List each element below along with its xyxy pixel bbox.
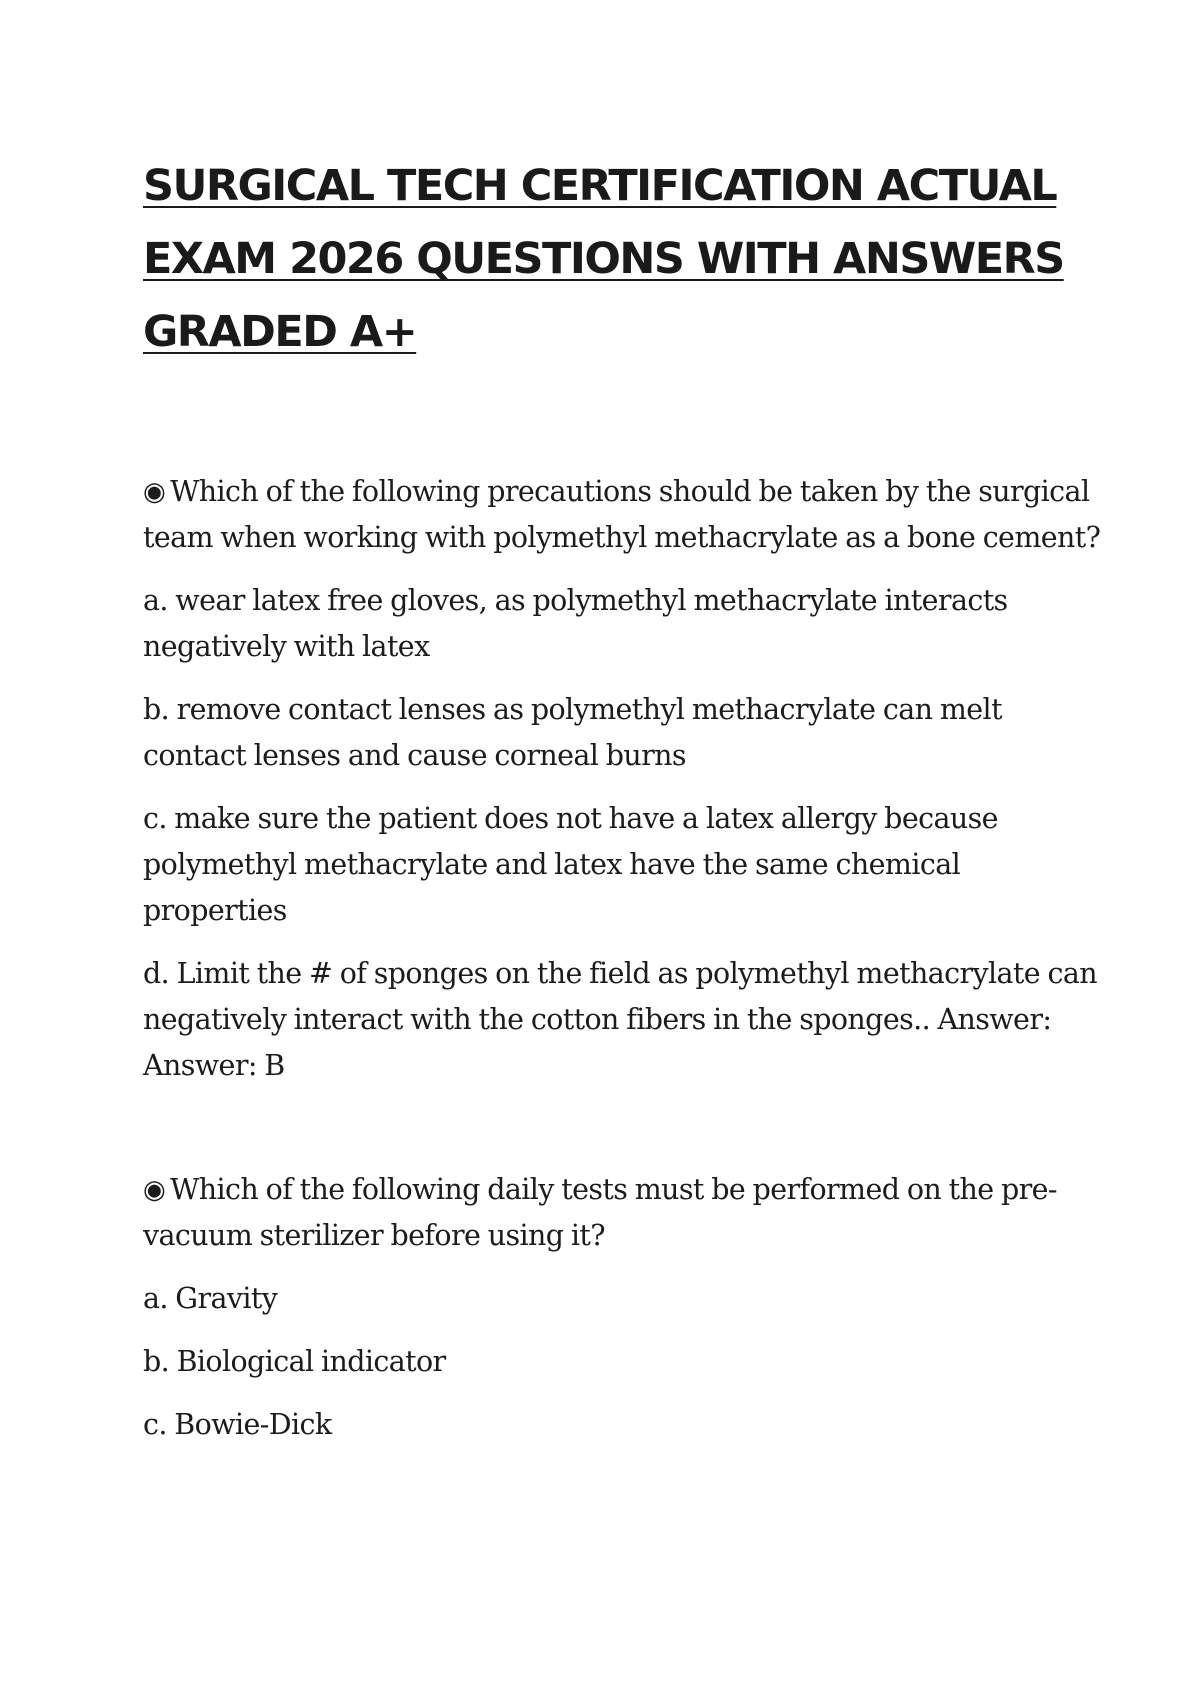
title-line: EXAM 2026 QUESTIONS WITH ANSWERS <box>143 234 1064 284</box>
answer-option-d <box>143 951 1103 1089</box>
answer-key: Answer: B <box>143 1049 285 1082</box>
answer-option-c: c. make sure the patient does not have a latex allergy because polymethyl methacrylate and latex have the same chemical properties <box>143 802 998 927</box>
document-title <box>143 150 1103 369</box>
radio-bullet-icon: ◉ <box>143 477 166 507</box>
question-text: Which of the following daily tests must be performed on the pre-vacuum sterilizer before using it? <box>143 1173 1057 1252</box>
title-line: SURGICAL TECH CERTIFICATION ACTUAL <box>143 161 1057 211</box>
answer-option-c: c. Bowie-Dick <box>143 1408 332 1441</box>
question-stem <box>143 1167 1103 1259</box>
answer-option-a: a. wear latex free gloves, as polymethyl methacrylate interacts negatively with latex <box>143 584 1008 663</box>
question-1 <box>143 469 1103 1089</box>
question-2 <box>143 1167 1103 1448</box>
radio-bullet-icon: ◉ <box>143 1175 166 1205</box>
answer-option-a: a. Gravity <box>143 1282 278 1315</box>
option-d-text: d. Limit the # of sponges on the field as polymethyl methacrylate can negatively interact with the cotton fibers in the sponges.. Answer: <box>143 957 1097 1036</box>
title-line: GRADED A+ <box>143 307 417 357</box>
document-page <box>143 150 1103 1465</box>
question-stem <box>143 469 1103 561</box>
answer-option-b: b. Biological indicator <box>143 1345 446 1378</box>
question-text: Which of the following precautions should be taken by the surgical team when working with polymethyl methacrylate as a bone cement? <box>143 475 1101 554</box>
answer-option-b: b. remove contact lenses as polymethyl methacrylate can melt contact lenses and cause corneal burns <box>143 693 1002 772</box>
